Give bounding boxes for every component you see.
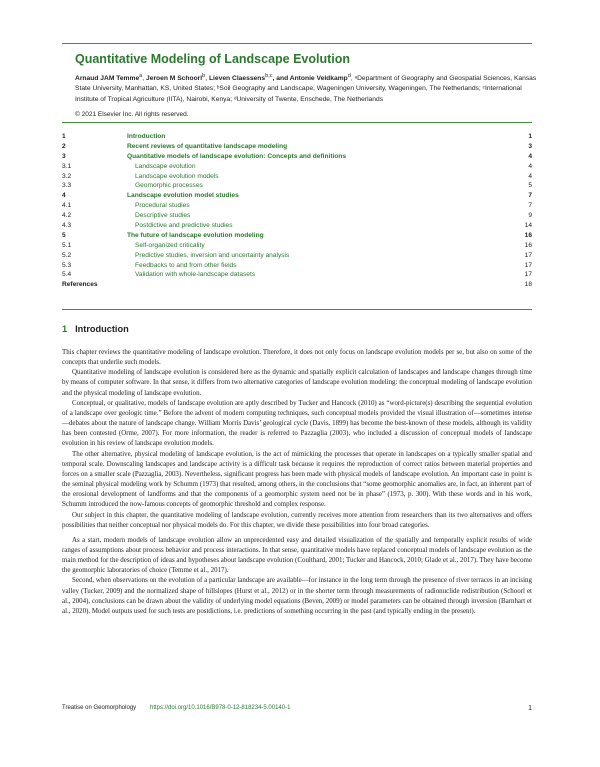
section-title: Introduction — [75, 324, 129, 334]
toc-entry-label[interactable]: Landscape evolution — [135, 162, 196, 170]
toc-entry-label[interactable]: Procedural studies — [135, 202, 190, 210]
toc-entry-label[interactable]: Geomorphic processes — [135, 182, 203, 190]
toc-entry-page: 14 — [524, 222, 532, 230]
toc-entry[interactable] — [62, 201, 532, 211]
toc-entry-page: 16 — [524, 231, 532, 239]
toc-entry-page: 17 — [524, 251, 532, 259]
toc-entry-page: 9 — [528, 212, 532, 220]
toc-entry-label[interactable]: Descriptive studies — [135, 212, 191, 220]
toc-entry-page: 4 — [528, 172, 532, 180]
toc-entry-label[interactable]: Recent reviews of quantitative landscape modeling — [127, 142, 288, 150]
body-paragraph: Conceptual, or qualitative, models of landscape evolution are aptly described by Tucker and Hancock (2010) as “word-picture(s) describing the sequential evolution of a landscape over geologic time.” Before the advent of modern computing techniques, such conceptual models provided the visual illustration of—sometimes intense—debates about the nature of landscape change. William Morris Davis’ geological cycle (Davis, 1899) has become the best-known of these models, although its validity has been contested (Orme, 2007). For more information, the reader is referred to Pazzaglia (2003), who included a discussion of conceptual models of landscape evolution in his review of landscape evolution models. — [62, 398, 532, 448]
toc-entry-page: 16 — [524, 241, 532, 249]
author-3-sup: b,c — [265, 73, 273, 79]
toc-entry[interactable] — [62, 231, 532, 241]
toc-entry-number: 1 — [62, 133, 66, 140]
toc-entry[interactable] — [62, 142, 532, 152]
toc-entry-label[interactable]: Self-organized criticality — [135, 241, 205, 249]
toc-entry[interactable] — [62, 251, 532, 261]
body-paragraph: Our subject in this chapter, the quantitative modeling of landscape evolution, currently receives more attention from researchers than its two alternatives and offers possibilities that neither conceptual nor physical models do. For this chapter, we divide these possibilities into four broad categories. — [62, 510, 532, 529]
toc-entry[interactable] — [62, 280, 532, 290]
toc-entry-page: 7 — [528, 192, 532, 200]
toc-entry-number: 4 — [62, 192, 66, 200]
toc-entry-number: 3.3 — [62, 182, 72, 190]
body-paragraph: The other alternative, physical modeling of landscape evolution, is the act of mimicking the processes that operate in landscapes on a typically smaller spatial and temporal scale. Downscaling landscapes and landscape activity is a difficult task because it requires the reproduction of correct ratios between material properties and forces on a smaller scale (Pazzaglia, 2003). Nevertheless, significant progress has been made with physical models of landscape evolution. An important case in point is the seminal physical modeling work by Schumm (1973) that resulted, among others, in the conclusions that “some geomorphic anomalies are, in fact, an inherent part of the erosional development of landforms and that the components of a geomorphic system need not be in phase” (1973, p. 300). With these words and in his work, Schumm introduced the now-famous concepts of geomorphic threshold and complex response. — [62, 449, 532, 509]
toc-entry[interactable] — [62, 211, 532, 221]
section-heading — [62, 324, 129, 334]
footer-journal: Treatise on Geomorphology — [62, 705, 137, 711]
toc-entry-page: 5 — [528, 182, 532, 190]
toc-entry-number: 2 — [62, 142, 66, 150]
body-text — [62, 347, 532, 616]
toc-entry-number: 3.2 — [62, 172, 72, 180]
copyright: © 2021 Elsevier Inc. All rights reserved. — [75, 111, 189, 118]
toc-entry-page: 17 — [524, 261, 532, 269]
toc-top-rule — [62, 122, 532, 123]
toc-entry-label[interactable]: Predictive studies, inversion and uncertainty analysis — [135, 251, 290, 259]
body-paragraph: Second, when observations on the evolution of a particular landscape are available—for instance in the long term through the presence of river terraces in an incising valley (Tucker, 2009) and the normalized shape of hillslopes (Hurst et al., 2012) or in the shorter term through measurements of radionuclide redistribution (Schoorl et al., 2004), conclusions can be drawn about the validity of underlying model equations (Beven, 2009) or model parameters can be obtained through inversion (Barnhart et al., 2020). Model outputs used for such tests are postdictions, i.e. predictions of something occurring in the past (and typically ending in the present). — [62, 576, 532, 615]
author-4: Antonie Veldkamp — [289, 75, 348, 83]
toc-entry-page: 3 — [528, 142, 532, 150]
toc-entry-number: 5.3 — [62, 261, 72, 269]
toc-entry-number: 5.1 — [62, 241, 72, 249]
toc-entry[interactable] — [62, 172, 532, 182]
toc-entry-number: 3.1 — [62, 162, 72, 170]
toc-entry-label[interactable]: Quantitative models of landscape evolution: Concepts and definitions — [127, 152, 347, 160]
author-2-sup: b — [202, 73, 206, 79]
authors-affiliations: Arnaud JAM Temme$^a$, Jeroen M Schoorl$^b$, Lieven Claessens$^{b,c}$, and Antonie Veldkamp$^d$, ᵃDepartment of Geography and Geospatial Sciences, Kansas State University, Manhattan, KS, United States; ᵇSoil Geography and Landscape, Wageningen University, Wageningen, The Netherlands; ᶜInternational Institute of Tropical Agriculture (IITA), Nairobi, Kenya; ᵈUniversity of Twente, Enschede, The Netherlands — [75, 73, 537, 103]
top-rule — [62, 43, 532, 44]
toc-entry[interactable] — [62, 221, 532, 231]
toc-entry-page: 1 — [528, 133, 532, 140]
section-number: 1 — [62, 324, 68, 334]
toc-entry[interactable] — [62, 181, 532, 191]
toc-bottom-rule — [62, 309, 532, 310]
toc-entry-page: 4 — [528, 152, 532, 160]
footer-page-number: 1 — [528, 705, 532, 712]
toc-entry-number: 3 — [62, 152, 66, 160]
toc-entry[interactable] — [62, 270, 532, 280]
toc-entry-page: 7 — [528, 202, 532, 210]
toc-entry-label[interactable]: Introduction — [127, 133, 166, 140]
author-1-sup: a — [139, 73, 143, 79]
toc-entry-number: 4.1 — [62, 202, 72, 210]
table-of-contents — [62, 132, 532, 290]
toc-entry[interactable] — [62, 261, 532, 271]
author-4-sup: d — [347, 73, 351, 79]
toc-entry[interactable] — [62, 241, 532, 251]
toc-entry[interactable] — [62, 132, 532, 142]
toc-entry[interactable] — [62, 191, 532, 201]
toc-entry-label[interactable]: Landscape evolution models — [135, 172, 219, 180]
body-paragraph: Quantitative modeling of landscape evolution is considered here as the dynamic and spatially explicit calculation of landscapes and landscape changes through time by means of computer software. In that sense, it differs from two alternative categories of landscape evolution modeling: the conceptual modeling of landscape evolution and the physical modeling of landscape evolution. — [62, 368, 532, 397]
toc-entry-number: 5.4 — [62, 271, 72, 279]
toc-entry[interactable] — [62, 152, 532, 162]
toc-entry-number: 4.2 — [62, 212, 72, 220]
toc-entry-label[interactable]: Postdictive and predictive studies — [135, 222, 233, 230]
toc-entry-number: References — [62, 281, 98, 289]
author-3: Lieven Claessens — [208, 75, 266, 83]
toc-entry-number: 5.2 — [62, 251, 72, 259]
article-title: Quantitative Modeling of Landscape Evolution — [75, 52, 351, 66]
affiliations: , ᵃDepartment of Geography and Geospatial Sciences, Kansas State University, Manhattan, KS, United States; ᵇSoil Geography and Landscape, Wageningen University, Wageningen, The Netherlands; ᶜInternational Institute of Tropical Agriculture (IITA), Nairobi, Kenya; ᵈUniversity of Twente, Enschede, The Netherlands — [75, 75, 537, 103]
body-paragraph: This chapter reviews the quantitative modeling of landscape evolution. Therefore, it does not only focus on landscape evolution models per se, but also on some of the concepts that underlie such models. — [62, 348, 532, 367]
author-1: Arnaud JAM Temme — [75, 75, 140, 83]
toc-entry-label[interactable]: The future of landscape evolution modeling — [127, 231, 264, 239]
toc-entry[interactable] — [62, 162, 532, 172]
toc-entry-page: 17 — [524, 271, 532, 279]
footer-doi-link[interactable]: https://doi.org/10.1016/B978-0-12-818234-5.00140-1 — [150, 705, 291, 711]
author-2: Jeroen M Schoorl — [146, 75, 203, 83]
toc-entry-label[interactable]: Validation with whole-landscape datasets — [135, 271, 256, 279]
body-paragraph: As a start, modern models of landscape evolution allow an unprecedented easy and detailed visualization of the spatially and temporally explicit results of wide ranges of assumptions about process behavior and process interactions. In that sense, quantitative models have replaced conceptual models of landscape evolution as the main method for the description of ideas and hypotheses about landscape evolution (Coulthard, 2001; Tucker and Hancock, 2010; Glade et al., 2017). They have become the geomorphic laboratories of choice (Temme et al., 2017). — [62, 535, 532, 575]
toc-entry-number: 4.3 — [62, 222, 72, 230]
author-4-pre: , and — [272, 75, 290, 83]
toc-entry-number: 5 — [62, 231, 66, 239]
toc-entry-label[interactable]: Landscape evolution model studies — [127, 192, 239, 200]
toc-entry-page: 18 — [524, 281, 532, 289]
toc-entry-page: 4 — [528, 162, 532, 170]
toc-entry-label[interactable]: Feedbacks to and from other fields — [135, 261, 237, 269]
